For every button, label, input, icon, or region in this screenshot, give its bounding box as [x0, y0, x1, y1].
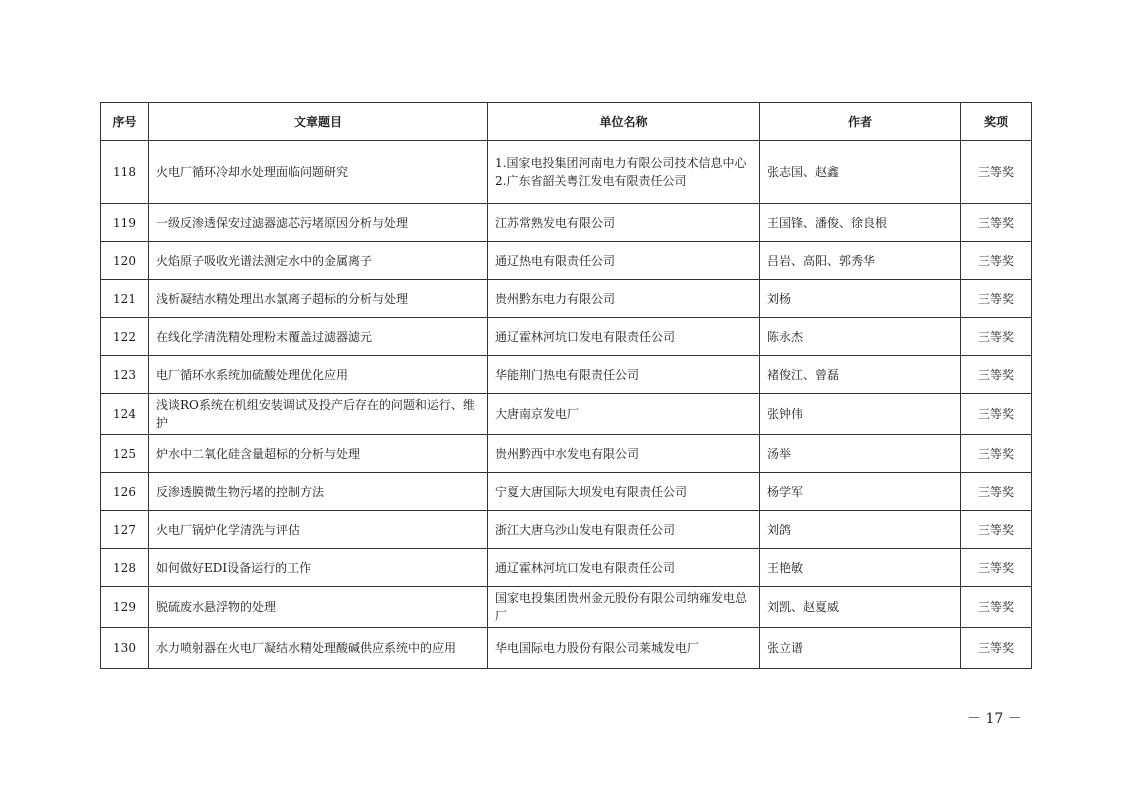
table-row [101, 435, 1032, 473]
cell-award: 三等奖 [961, 435, 1032, 473]
cell-seq: 121 [101, 280, 149, 318]
cell-award: 三等奖 [961, 242, 1032, 280]
cell-unit: 通辽霍林河坑口发电有限责任公司 [488, 318, 760, 356]
cell-unit: 宁夏大唐国际大坝发电有限责任公司 [488, 473, 760, 511]
table-row [101, 242, 1032, 280]
cell-title: 如何做好EDI设备运行的工作 [149, 549, 488, 587]
cell-title: 火焰原子吸收光谱法测定水中的金属离子 [149, 242, 488, 280]
cell-author: 杨学军 [760, 473, 961, 511]
table-row [101, 356, 1032, 394]
cell-award: 三等奖 [961, 511, 1032, 549]
cell-seq: 128 [101, 549, 149, 587]
table-row [101, 549, 1032, 587]
cell-author: 张志国、赵鑫 [760, 141, 961, 204]
cell-unit [488, 141, 760, 204]
cell-unit: 通辽霍林河坑口发电有限责任公司 [488, 549, 760, 587]
cell-author: 刘鸽 [760, 511, 961, 549]
table-row [101, 587, 1032, 628]
table-row [101, 204, 1032, 242]
cell-title: 水力喷射器在火电厂凝结水精处理酸碱供应系统中的应用 [149, 628, 488, 669]
cell-seq: 126 [101, 473, 149, 511]
cell-title: 一级反渗透保安过滤器滤芯污堵原因分析与处理 [149, 204, 488, 242]
award-table [100, 102, 1032, 669]
header-author: 作者 [760, 103, 961, 141]
cell-award: 三等奖 [961, 318, 1032, 356]
table-row [101, 473, 1032, 511]
cell-title: 浅析凝结水精处理出水氯离子超标的分析与处理 [149, 280, 488, 318]
cell-seq: 125 [101, 435, 149, 473]
cell-seq: 123 [101, 356, 149, 394]
cell-unit: 贵州黔东电力有限公司 [488, 280, 760, 318]
table-row [101, 394, 1032, 435]
cell-unit: 大唐南京发电厂 [488, 394, 760, 435]
cell-unit: 国家电投集团贵州金元股份有限公司纳雍发电总厂 [488, 587, 760, 628]
cell-award: 三等奖 [961, 628, 1032, 669]
cell-unit-line: 2.广东省韶关粤江发电有限责任公司 [495, 174, 687, 188]
cell-award: 三等奖 [961, 473, 1032, 511]
table-row [101, 511, 1032, 549]
cell-unit: 贵州黔西中水发电有限公司 [488, 435, 760, 473]
cell-seq: 118 [101, 141, 149, 204]
cell-seq: 120 [101, 242, 149, 280]
table-row [101, 628, 1032, 669]
table-row [101, 318, 1032, 356]
cell-award: 三等奖 [961, 549, 1032, 587]
cell-author: 吕岩、高阳、郭秀华 [760, 242, 961, 280]
cell-seq: 130 [101, 628, 149, 669]
cell-unit-line: 1.国家电投集团河南电力有限公司技术信息中心 [495, 156, 747, 170]
cell-author: 张立谱 [760, 628, 961, 669]
cell-title: 脱硫废水悬浮物的处理 [149, 587, 488, 628]
cell-award: 三等奖 [961, 587, 1032, 628]
cell-unit: 通辽热电有限责任公司 [488, 242, 760, 280]
header-seq: 序号 [101, 103, 149, 141]
header-award: 奖项 [961, 103, 1032, 141]
cell-seq: 124 [101, 394, 149, 435]
cell-author: 王国锋、潘俊、徐良根 [760, 204, 961, 242]
cell-author: 王艳敏 [760, 549, 961, 587]
cell-title: 浅谈RO系统在机组安装调试及投产后存在的问题和运行、维护 [149, 394, 488, 435]
table-row [101, 280, 1032, 318]
header-row [101, 103, 1032, 141]
cell-title: 在线化学清洗精处理粉末覆盖过滤器滤元 [149, 318, 488, 356]
cell-author: 刘凯、赵夏威 [760, 587, 961, 628]
cell-author: 褚俊江、曾磊 [760, 356, 961, 394]
cell-title: 电厂循环水系统加硫酸处理优化应用 [149, 356, 488, 394]
cell-unit: 江苏常熟发电有限公司 [488, 204, 760, 242]
cell-author: 陈永杰 [760, 318, 961, 356]
header-title: 文章题目 [149, 103, 488, 141]
cell-unit: 华能荆门热电有限责任公司 [488, 356, 760, 394]
table-row [101, 141, 1032, 204]
cell-seq: 129 [101, 587, 149, 628]
cell-award: 三等奖 [961, 394, 1032, 435]
cell-unit: 浙江大唐乌沙山发电有限责任公司 [488, 511, 760, 549]
cell-title: 反渗透膜微生物污堵的控制方法 [149, 473, 488, 511]
cell-title: 炉水中二氧化硅含量超标的分析与处理 [149, 435, 488, 473]
cell-title: 火电厂锅炉化学清洗与评估 [149, 511, 488, 549]
cell-author: 汤举 [760, 435, 961, 473]
cell-seq: 119 [101, 204, 149, 242]
cell-author: 刘杨 [760, 280, 961, 318]
cell-author: 张钟伟 [760, 394, 961, 435]
cell-seq: 122 [101, 318, 149, 356]
cell-seq: 127 [101, 511, 149, 549]
header-unit: 单位名称 [488, 103, 760, 141]
cell-award: 三等奖 [961, 141, 1032, 204]
page-number: － 17 － [967, 711, 1022, 727]
cell-unit: 华电国际电力股份有限公司莱城发电厂 [488, 628, 760, 669]
cell-award: 三等奖 [961, 280, 1032, 318]
cell-award: 三等奖 [961, 204, 1032, 242]
cell-title: 火电厂循环冷却水处理面临问题研究 [149, 141, 488, 204]
cell-award: 三等奖 [961, 356, 1032, 394]
